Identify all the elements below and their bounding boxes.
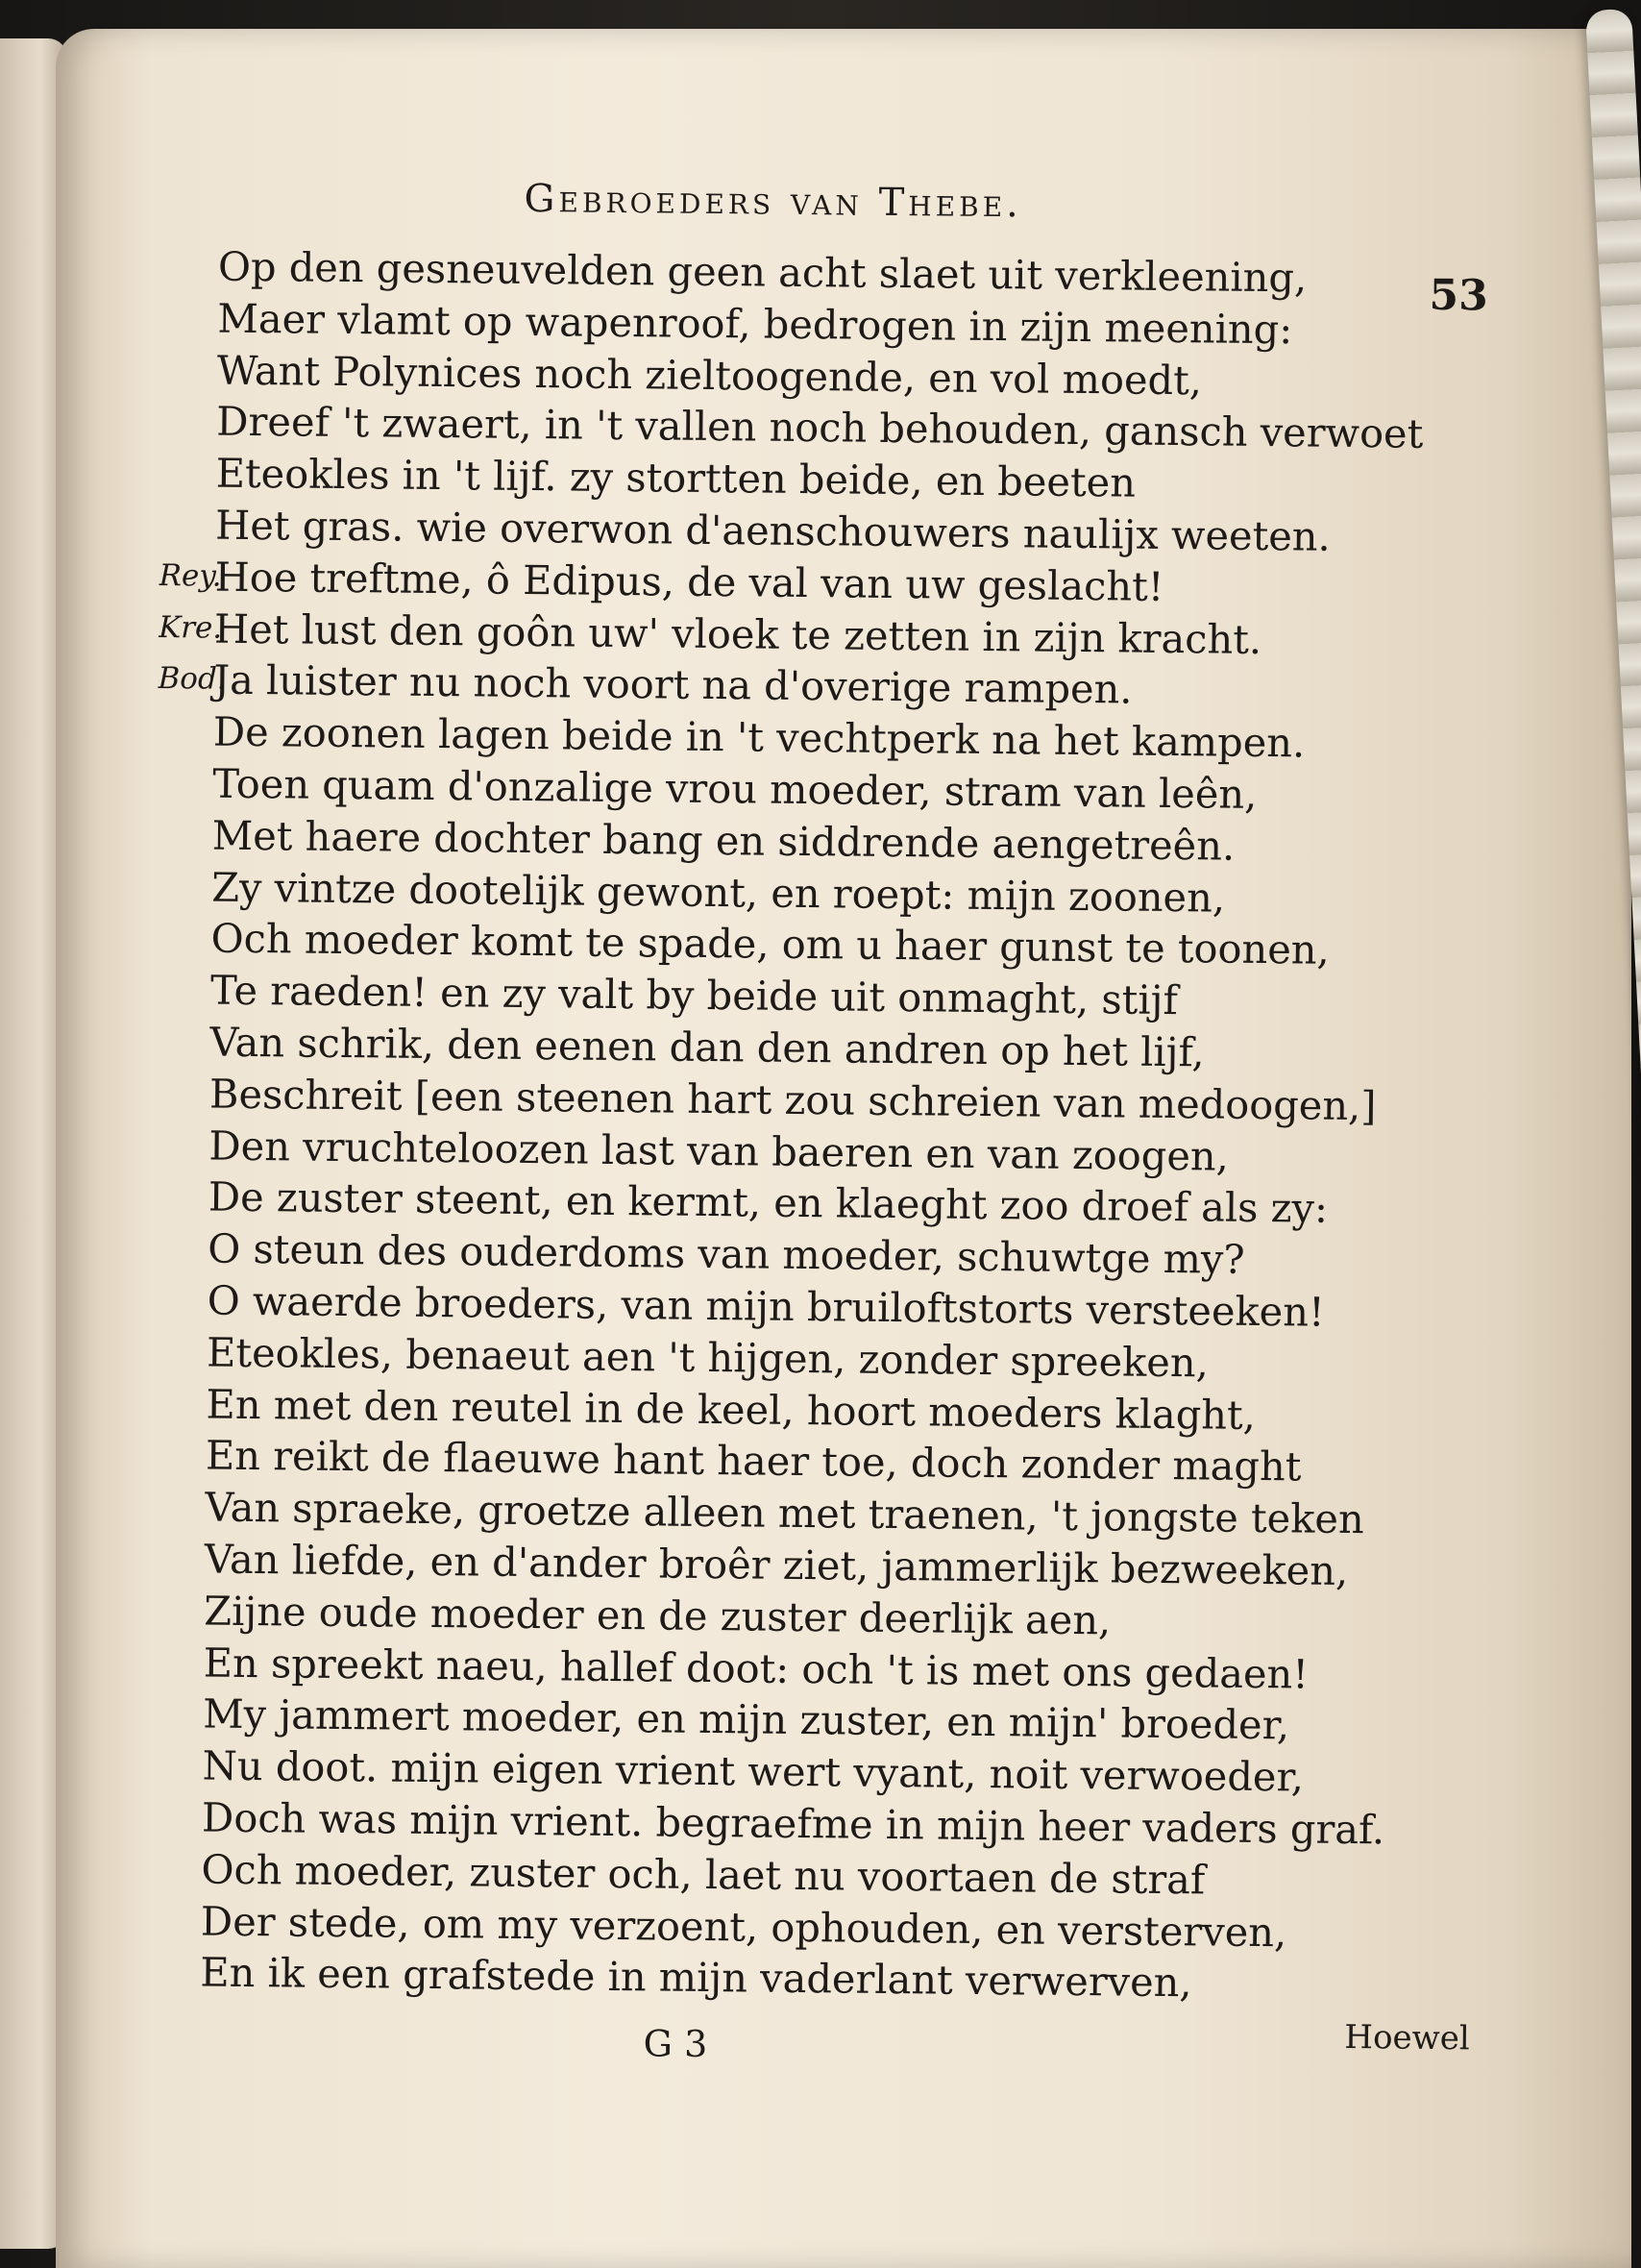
signature-mark: G 3 xyxy=(643,2022,708,2066)
verse-text: Ja luister nu noch voort na d'overige rampen. xyxy=(213,655,1133,713)
verse-text: Toen quam d'onzalige vrou moeder, stram van leên, xyxy=(212,759,1258,818)
speaker-label: Rey. xyxy=(159,557,222,594)
verse-text: O waerde broeders, van mijn bruiloftstorts versteeken! xyxy=(207,1276,1325,1336)
verse-text: En ik een grafstede in mijn vaderlant verwerven, xyxy=(200,1948,1192,2007)
verse-text: Eteokles in 't lijf. zy stortten beide, en beeten xyxy=(215,449,1137,506)
verse-text: Och moeder komt te spade, om u haer gunst te toonen, xyxy=(210,914,1330,974)
verse-text: Met haere dochter bang en siddrende aengetreên. xyxy=(211,811,1236,870)
verse-text: Hoe treftme, ô Edipus, de val van uw geslacht! xyxy=(214,553,1164,610)
verse-text: Eteokles, benaeut aen 't hijgen, zonder spreeken, xyxy=(206,1328,1210,1387)
verse-text: Op den gesneuvelden geen acht slaet uit verkleening, xyxy=(217,242,1308,302)
book-page xyxy=(56,29,1631,2268)
verse-text: Van liefde, en d'ander broêr ziet, jammerlijk bezweeken, xyxy=(204,1535,1349,1594)
verse-text: Te raeden! en zy valt by beide uit onmaght, stijf xyxy=(209,966,1179,1024)
verse-text: En met den reutel in de keel, hoort moeders klaght, xyxy=(206,1380,1257,1439)
verse-text: Want Polynices noch zieltoogende, en vol moedt, xyxy=(216,346,1203,404)
page-footer xyxy=(143,2006,1470,2077)
verse-text: Het lust den goôn uw' vloek te zetten in zijn kracht. xyxy=(213,604,1262,663)
verse-text: En spreekt naeu, hallef doot: och 't is met ons gedaen! xyxy=(203,1639,1310,1698)
verse-text: De zuster steent, en kermt, en klaeght zoo droef als zy: xyxy=(208,1172,1329,1233)
verse-text: Och moeder, zuster och, laet nu voortaen de straf xyxy=(201,1845,1206,1904)
verse-text: De zoonen lagen beide in 't vechtperk na het kampen. xyxy=(212,707,1306,767)
verse-text: Den vruchteloozen last van baeren en van zoogen, xyxy=(208,1122,1230,1180)
verse-text: Maer vlamt op wapenroof, bedrogen in zijn meening: xyxy=(217,294,1293,354)
verse-text: Het gras. wie overwon d'aenschouwers naulijx weeten. xyxy=(214,501,1332,560)
verse-lines xyxy=(144,240,1488,2011)
verse-text: Dreef 't zwaert, in 't vallen noch behouden, gansch verwoet xyxy=(216,397,1424,458)
catchword: Hoewel xyxy=(1344,2018,1470,2058)
speaker-label: Bod. xyxy=(158,661,227,698)
page-text-block xyxy=(143,173,1489,2077)
page-number: 53 xyxy=(1429,270,1489,321)
verse-text: Van schrik, den eenen dan den andren op het lijf, xyxy=(209,1018,1205,1076)
verse-text: Zy vintze dootelijk gewont, en roept: mijn zoonen, xyxy=(210,863,1226,922)
verse-text: Nu doot. mijn eigen vrient wert vyant, noit verwoeder, xyxy=(202,1741,1305,1801)
verse-text: O steun des ouderdoms van moeder, schuwtge my? xyxy=(208,1224,1245,1283)
verse-text: Zijne oude moeder en de zuster deerlijk aen, xyxy=(204,1587,1112,1644)
verse-text: Beschreit [een steenen hart zou schreien van medoogen,] xyxy=(208,1070,1377,1130)
verse-text: En reikt de flaeuwe hant haer toe, doch zonder maght xyxy=(205,1431,1302,1491)
verse-text: My jammert moeder, en mijn zuster, en mijn' broeder, xyxy=(202,1689,1290,1749)
verse-text: Der stede, om my verzoent, ophouden, en versterven, xyxy=(200,1897,1287,1956)
speaker-label: Kre. xyxy=(158,609,223,646)
verse-text: Doch was mijn vrient. begraefme in mijn heer vaders graf. xyxy=(201,1793,1385,1854)
running-title: Gebroeders van Thebe. xyxy=(524,176,1023,227)
verse-text: Van spraeke, groetze alleen met traenen, 't jongste teken xyxy=(205,1483,1364,1543)
ribbon-bookmark[interactable] xyxy=(1585,9,1641,2065)
